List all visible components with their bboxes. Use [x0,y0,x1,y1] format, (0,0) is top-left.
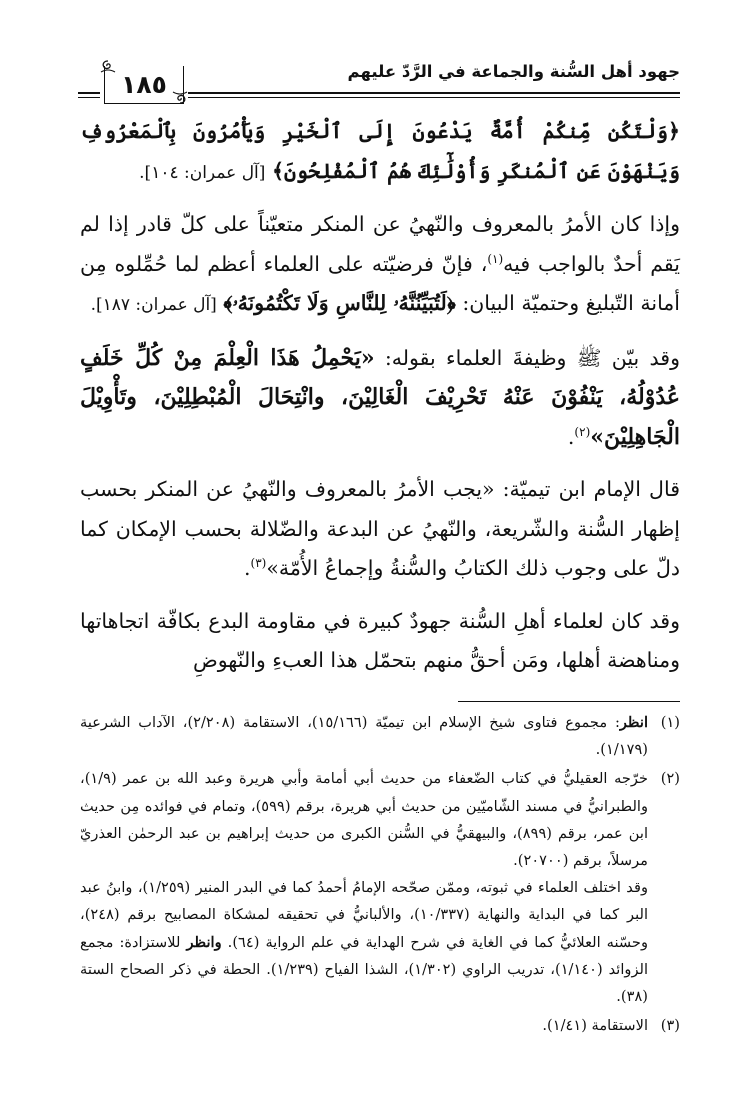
footnote-text: الاستقامة (١/٤١). [542,1017,648,1035]
footnote-keyword: وانظر [186,933,222,951]
footnote-number: (١) [660,714,680,731]
paragraph-text: قال الإمام ابن تيميّة: «يجب الأمرُ بالمعروف والنّهيُ عن المنكر بحسب إظهار السُّنة والشّريعة، والنّهيُ عن البدعة والضّلالة بحسب الإمكان كما دلّ على وجوب ذلك الكتابُ والسُّنةُ وإجماعُ الأُمّة» [80,477,680,580]
footnote-number: (٣) [660,1017,680,1035]
hadith-quote: «يَحْمِلُ هَذَا الْعِلْمَ مِنْ كُلِّ خَلَفٍ عُدُوْلُهُ، يَنْفُوْنَ عَنْهُ تَحْرِيْفَ الْغَالِيْنَ، وانْتِحَالَ الْمُبْطِلِيْنَ، وتَأْوِيْلَ الْجَاهِلِيْنَ» [80,344,680,450]
paragraph-text: وإذا كان الأمرُ بالمعروف والنّهيُ عن المنكر متعيّناً على كلّ قادر إذا لم يَقم أحدٌ بالواجب فيه [80,212,680,276]
page-number: ١٨٥ [121,70,167,99]
page-header [78,48,680,106]
footnote-content: خرّجه العقيليُّ في كتاب الضّعفاء من حديث أبي أمامة وأبي هريرة وعبد الله بن عمر (١/٩)، والطبرانيُّ في مسند الشّاميّين من حديث أبي هريرة، برقم (٥٩٩)، وتمام في فوائده مِن حديث ابن عمر، برقم (٨٩٩)، والبيهقيُّ في السُّنن الكبرى من حديث إبراهيم بن عبد الرحمٰن العذريّ مرسلاً، برقم (٢٠٧٠٠). [80,770,649,870]
paragraph [80,470,680,589]
verse-reference: [آل عمران: ١٠٤]. [139,162,266,183]
footnote-content: للاستزادة: مجمع الزوائد (١/١٤٠)، تدريب الراوي (١/٣٠٢)، الشذا الفياح (١/٢٣٩). الحطة في ذكر الصحاح الستة (٣٨). [80,933,649,1006]
main-text [80,112,680,694]
ornament-icon [170,86,190,106]
footnote [80,709,680,763]
footnote-content: : مجموع فتاوى شيخ الإسلام ابن تيميّة (١٥/١٦٦)، الاستقامة (٢/٢٠٨)، الآداب الشرعية (١/١٧٩). [80,714,648,759]
footnote [80,765,680,1010]
paragraph-text: . [567,424,575,449]
paragraph [80,339,680,458]
paragraph-text: وقد كان لعلماء أهلِ السُّنة جهودٌ كبيرة في مقاومة البدع بكافّة اتجاهاتها ومناهضة أهلها، ومَن أحقُّ منهم بتحمّل هذا العبءِ والنّهوضِ [80,608,680,672]
footnote-separator [458,701,680,702]
header-rule-thin [188,97,680,98]
footnote-marker: (١) [487,251,504,266]
paragraph-text: ، فإنّ فرضيّته على العلماء أعظم لما حُمِّلوه مِن أمانة التّبليغ وحتميّة البيان: [80,251,680,315]
footnote-number: (٢) [660,770,680,788]
footnote-keyword: انظر [619,714,649,731]
footnotes [80,709,680,1041]
footnote-marker: (٢) [574,424,591,439]
footnote-text [80,709,648,763]
running-title: جهود أهل السُّنة والجماعة في الرَّدّ عليهم [347,62,680,81]
ornament-icon [98,58,118,78]
footnote [80,1012,680,1039]
paragraph-text: وقد بيّن ﷺ وظيفةَ العلماء بقوله: [374,345,681,370]
verse-reference: [آل عمران: ١٨٧]. [90,295,217,315]
quran-verse: ﴿وَلْتَكُن مِّنكُمْ أُمَّةٌ يَدْعُونَ إِلَى ٱلْخَيْرِ وَيَأْمُرُونَ بِٱلْمَعْرُوفِ وَيَنْهَوْنَ عَنِ ٱلْمُنكَرِ وَأُوْلَٰٓئِكَ هُمُ ٱلْمُفْلِحُونَ﴾ [80,119,680,183]
header-rule-left-thick [78,92,100,94]
quran-verse: ﴿لَتُبَيِّنُنَّهُۥ لِلنَّاسِ وَلَا تَكْتُمُونَهُۥ﴾ [223,291,456,315]
paragraph [80,602,680,681]
paragraph-verse [80,112,680,193]
paragraph [80,205,680,326]
footnote-marker: (٣) [250,556,267,571]
header-rule-thick [188,92,680,94]
header-rule-left-thin [78,97,100,98]
footnote-content: وقد اختلف العلماء في ثبوته، وممّن صحّحه الإمامُ أحمدُ كما في البدر المنير (١/٢٥٩)، وابنُ عبد البر كما في البداية والنهاية (١٠/٣٣٧)، والألبانيُّ في تحقيقه لمشكاة المصابيح برقم (٢٤٨)، وحسّنه العلائيُّ كما في الغاية في شرح الهداية في علم الرواية (٦٤). [80,879,648,951]
paragraph-text: . [243,556,251,580]
footnote-text [80,765,648,1010]
